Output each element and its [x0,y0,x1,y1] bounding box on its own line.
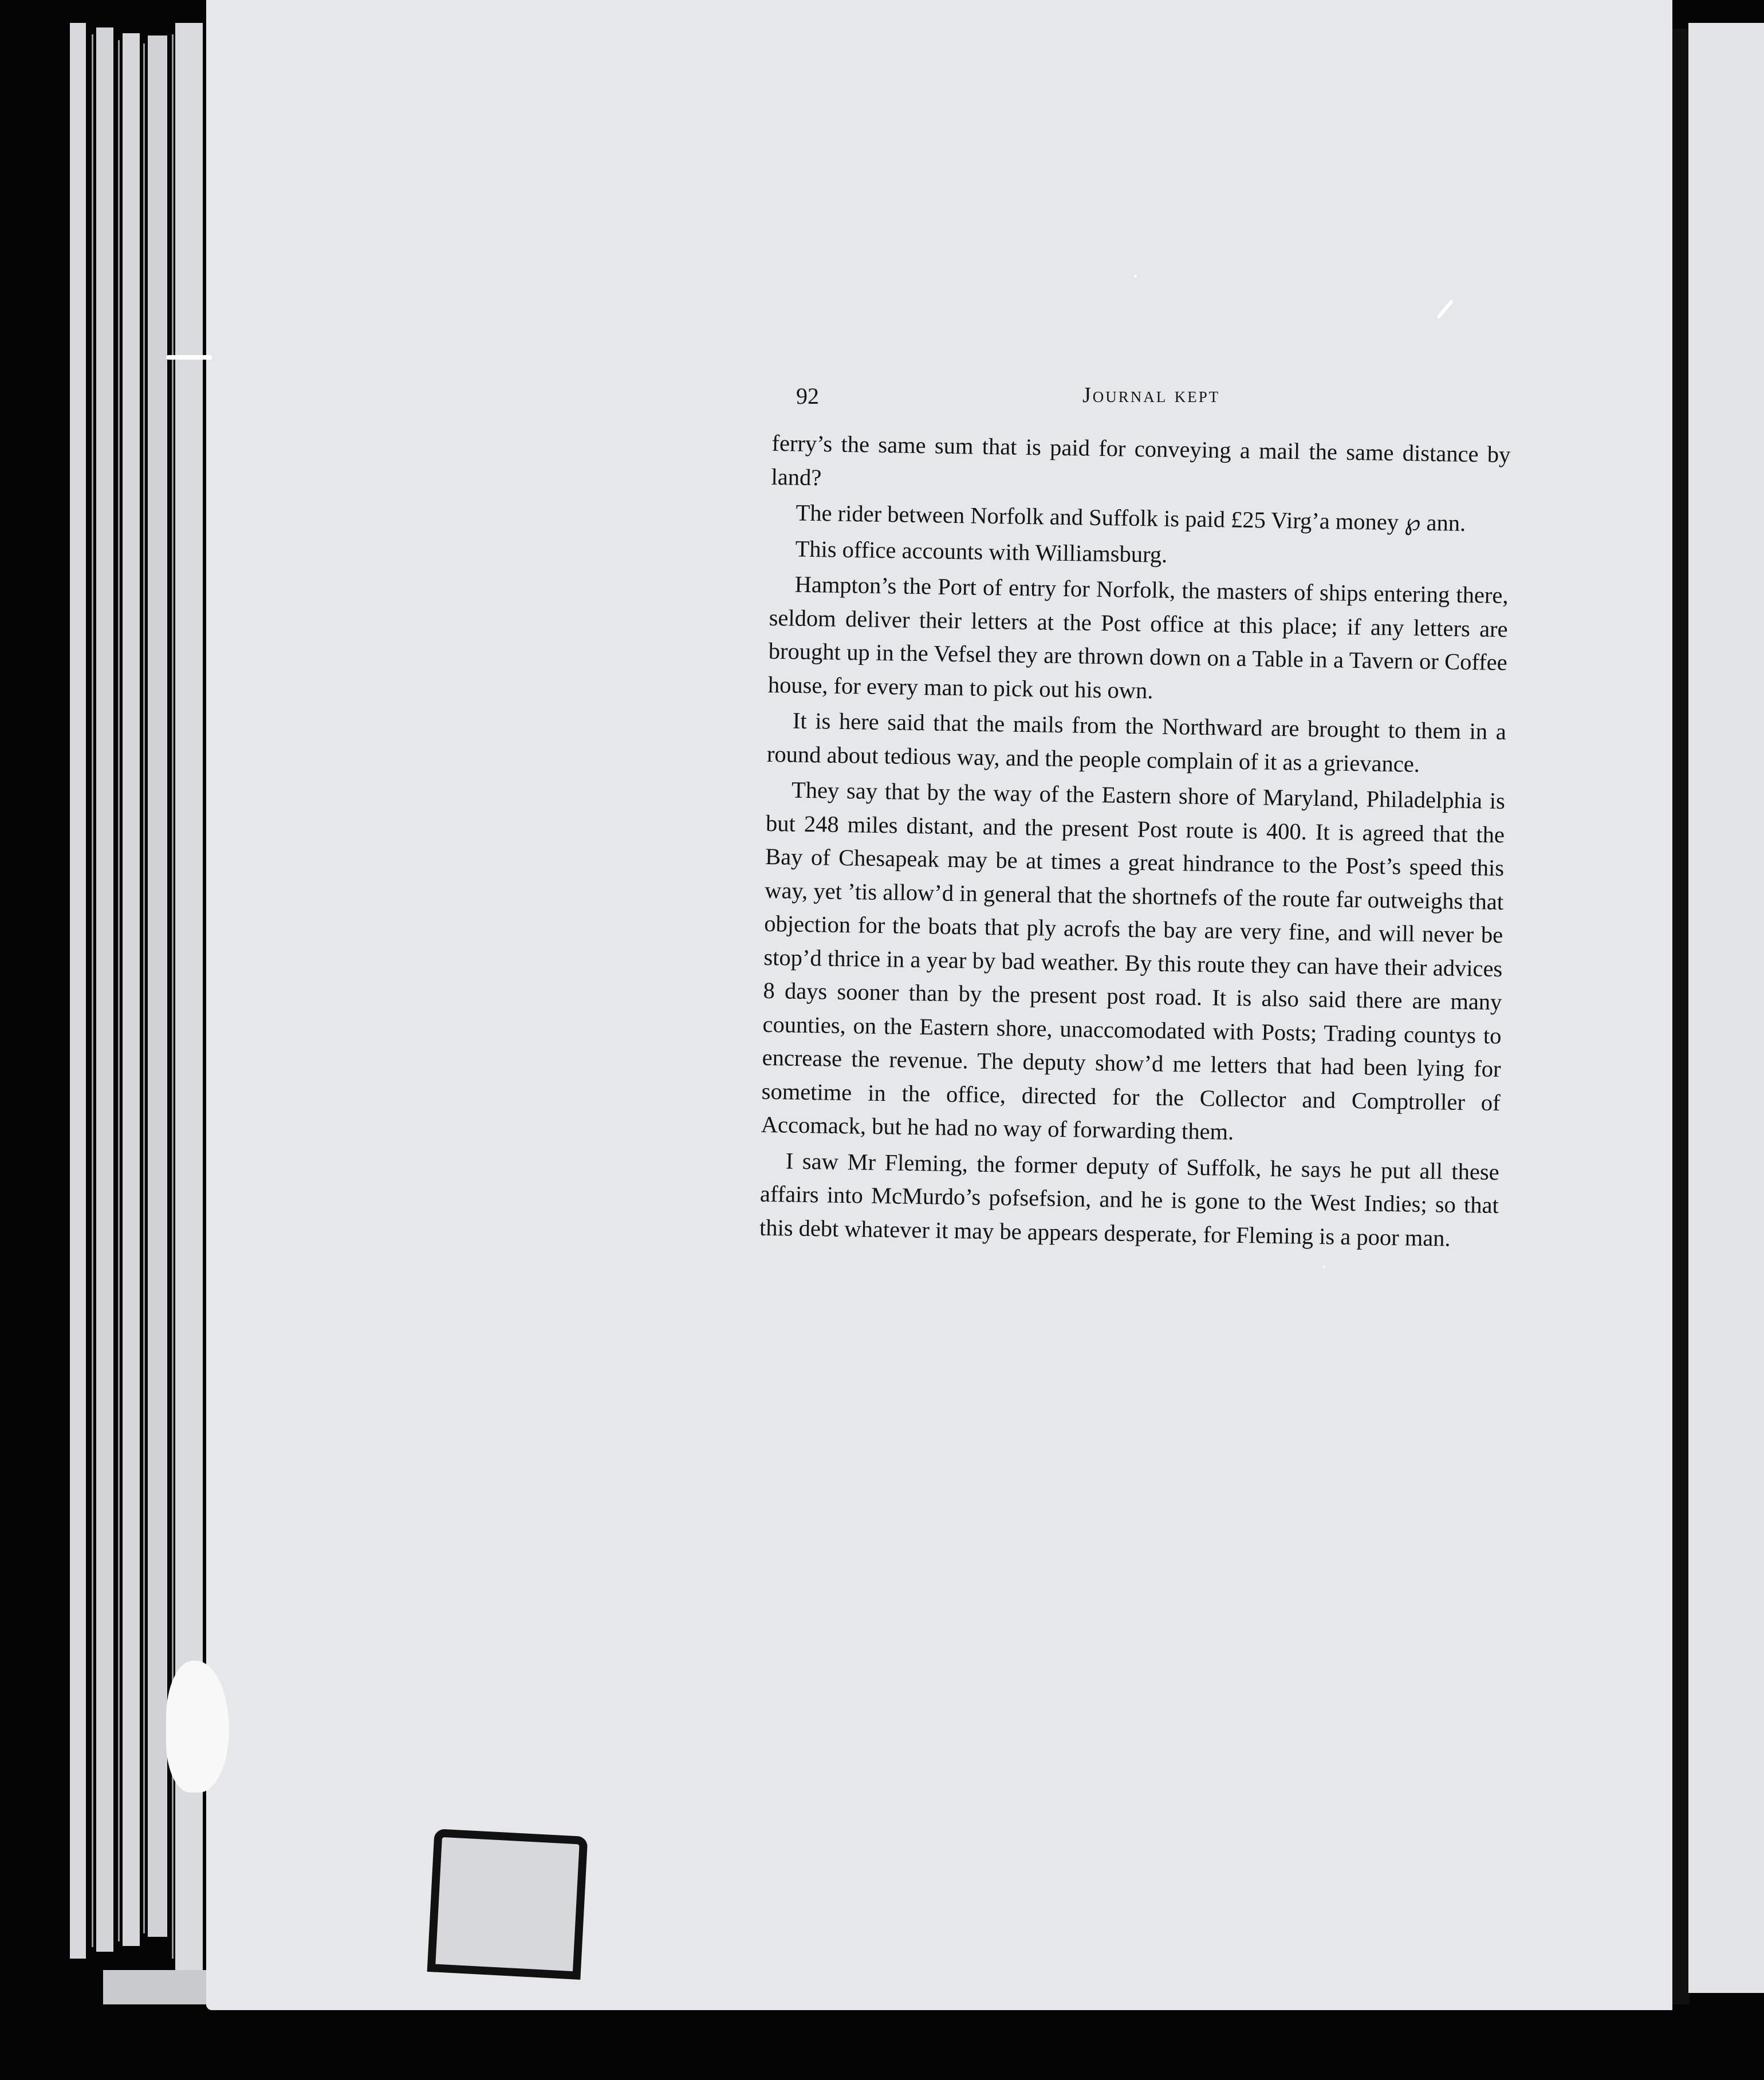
scan-speck [1323,1266,1325,1268]
page-edge-line [143,44,145,1933]
page-edge [70,23,86,1959]
page-edge-line [92,34,93,1947]
body-text [759,427,1511,1258]
paragraph: They say that by the way of the Eastern shore of Maryland, Philadelphia is but 248 miles distant, and the present Post route is 400. It is agreed that the Bay of Chesapeak may be at times a great hindrance to the Post’s speed this way, yet ’tis allow’d in general that the shortnefs of the route far outweighs that objection for the boats that ply acrofs the bay are very fine, and will never be stop’d thrice in a year by bad weather. By this route they can have their advices 8 days sooner than by the present post road. It is also said there are many counties, on the Eastern shore, unaccomodated with Posts; Trading countys to encrease the revenue. The deputy show’d me letters that had been lying for sometime in the office, directed for the Collector and Comptroller of Accomack, but he had no way of forwarding them. [761,777,1506,1145]
page-edge [123,33,140,1946]
scan-speck [1436,300,1454,319]
page-edge-line [172,34,174,1959]
running-head [796,383,1506,417]
running-title: Journal kept [1082,383,1220,407]
paragraph: This office accounts with Williamsburg. [795,535,1168,568]
scan-speck [1134,275,1137,278]
page-tab [427,1829,588,1980]
book-gutter [1672,29,1690,2004]
page-edge [148,36,167,1937]
book-page [206,0,1672,2010]
paragraph: It is here said that the mails from the Northward are brought to them in a round about tedious way, and the people complain of it as a grievance. [766,707,1507,777]
paragraph: The rider between Norfolk and Suffolk is paid £25 Virg’a money ℘ ann. [796,499,1466,537]
paragraph: ferry’s the same sum that is paid for conveying a mail the same distance by land? [771,430,1511,490]
facing-page-edge [1688,23,1764,1993]
paragraph: Hampton’s the Port of entry for Norfolk, the masters of ships entering there, seldom deliver their letters at the Post office at this place; if any letters are brought up in the Vefsel they are thrown down on a Table in a Tavern or Coffee house, for every man to pick out his own. [767,571,1509,704]
scan-speck [166,355,212,360]
page-edge [96,27,113,1952]
page-number: 92 [796,383,819,409]
paragraph: I saw Mr Fleming, the former deputy of Suffolk, he says he put all these affairs into McMurdo’s pofsefsion, and he is gone to the West Indies; so that this debt whatever it may be appears desperate, for Fleming is a poor man. [759,1148,1500,1251]
page-edge-line [118,40,120,1941]
